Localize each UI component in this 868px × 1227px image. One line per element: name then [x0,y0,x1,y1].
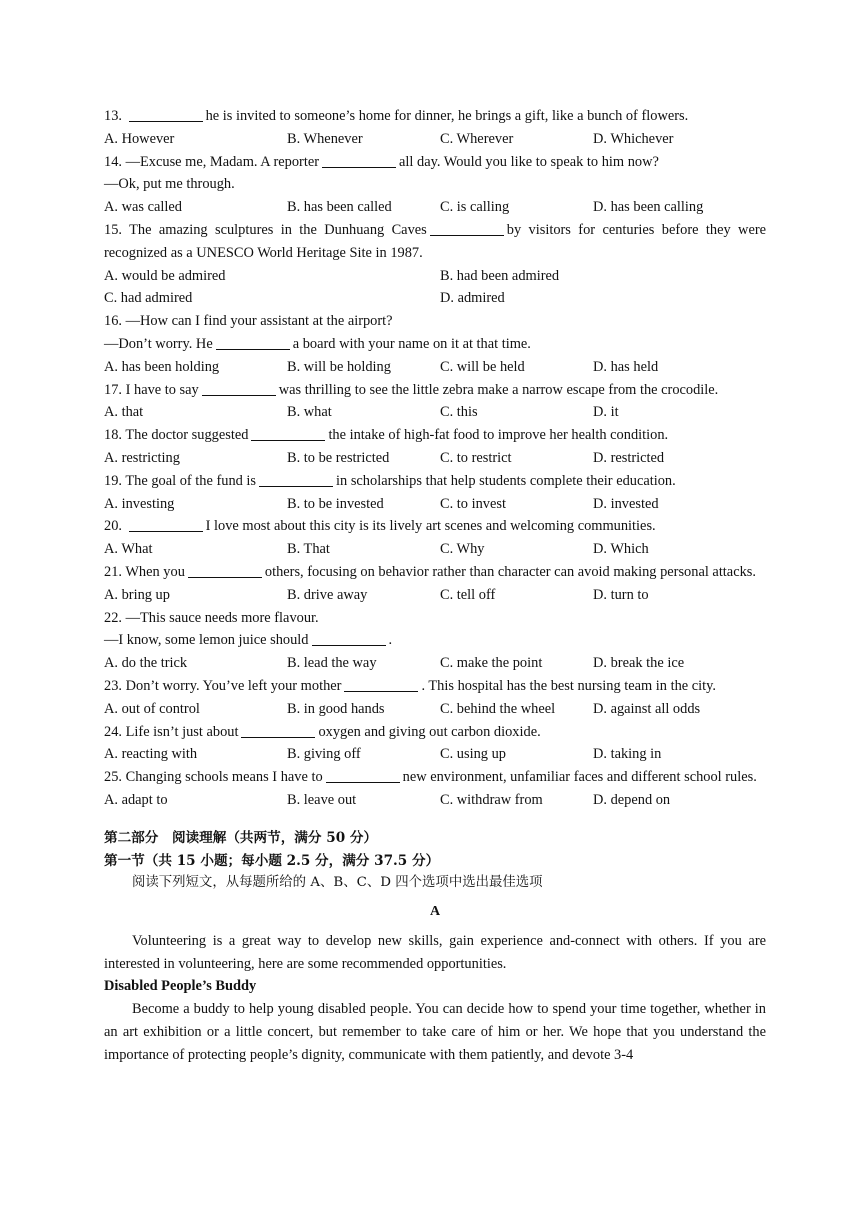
option-d: D. has been calling [593,199,704,216]
option-b: B. in good hands [287,700,385,717]
question-15: 15. The amazing sculptures in the Dunhuang Caves by visitors for centuries before they were recognized as a UNESCO World Heritage Site in 1987. [104,221,767,261]
option-a: A. restricting [104,449,180,466]
question-25: 25. Changing schools means I have to new environment, unfamiliar faces and different school rules. [104,769,757,786]
answer-blank [241,723,315,738]
question-18: 18. The doctor suggested the intake of high-fat food to improve her health condition. [104,427,669,444]
option-c: C. Wherever [440,130,514,147]
question-14-reply: —Ok, put me through. [104,176,235,193]
option-c: C. this [440,404,478,421]
answer-blank [312,631,386,646]
option-b: B. leave out [287,791,357,808]
option-d: D. invested [593,495,659,512]
option-b: B. has been called [287,199,392,216]
answer-blank [216,335,290,350]
option-b: B. will be holding [287,358,391,375]
answer-blank [344,677,418,692]
option-d: D. admired [440,290,505,307]
option-c: C. behind the wheel [440,700,556,717]
options-22 [104,652,766,675]
passage-label: A [429,904,441,920]
option-d: D. break the ice [593,655,685,672]
question-13: 13. he is invited to someone’s home for dinner, he brings a gift, like a bunch of flowers. [104,108,689,124]
question-24: 24. Life isn’t just about oxygen and giving out carbon dioxide. [104,723,541,740]
option-c: C. is calling [440,199,510,216]
option-c: C. using up [440,746,506,763]
option-b: B. had been admired [440,267,560,284]
answer-blank [202,381,276,396]
exam-content [104,105,766,1067]
options-17 [104,401,766,424]
options-21 [104,584,766,607]
reading-instruction: 阅读下列短文，从每题所给的 A、B、C、D 四个选项中选出最佳选项 [132,875,543,891]
option-b: B. drive away [287,586,368,603]
passage-subheading: Disabled People’s Buddy [104,978,257,995]
answer-blank [326,768,400,783]
option-c: C. make the point [440,655,543,672]
part-two-heading: 第二部分 阅读理解（共两节，满分 50 分） [104,829,378,846]
option-a: A. However [104,130,175,147]
options-18 [104,447,766,470]
option-d: D. Whichever [593,130,674,147]
option-b: B. lead the way [287,655,377,672]
options-16 [104,356,766,379]
options-15-row2 [104,287,766,310]
option-a: A. bring up [104,586,170,603]
question-23: 23. Don’t worry. You’ve left your mother . This hospital has the best nursing team in the city. [104,677,717,694]
option-d: D. Which [593,541,649,558]
options-20 [104,538,766,561]
option-b: B. That [287,541,330,558]
option-d: D. restricted [593,449,665,466]
answer-blank [129,107,203,122]
option-a: A. adapt to [104,791,168,808]
answer-blank [322,153,396,168]
option-a: A. What [104,541,153,558]
passage-intro: Volunteering is a great way to develop new skills, gain experience and-connect with others. If you are interested in volunteering, here are some recommended opportunities. [104,932,766,972]
options-24 [104,743,766,766]
question-19: 19. The goal of the fund is in scholarships that help students complete their education. [104,472,676,489]
options-15-row1 [104,265,766,288]
option-a: A. that [104,404,144,421]
question-21: 21. When you others, focusing on behavior rather than character can avoid making personal attacks. [104,563,756,580]
option-c: C. to restrict [440,449,512,466]
option-c: C. tell off [440,586,496,603]
question-14: 14. —Excuse me, Madam. A reporter all day. Would you like to speak to him now? [104,153,659,170]
option-a: A. do the trick [104,655,188,672]
options-14 [104,196,766,219]
option-a: A. investing [104,495,175,512]
question-22-reply: —I know, some lemon juice should . [104,632,393,649]
question-16: 16. —How can I find your assistant at the airport? [104,313,393,330]
option-b: B. to be invested [287,495,384,512]
answer-blank [129,517,203,532]
option-d: D. turn to [593,586,649,603]
option-c: C. will be held [440,358,525,375]
question-17: 17. I have to say was thrilling to see the little zebra make a narrow escape from the crocodile. [104,381,719,398]
passage-body: Become a buddy to help young disabled people. You can decide how to spend your time together, whether in an art exhibition or a little concert, but remember to take care of him or her. We hope that you understand the importance of protecting people’s dignity, communicate with them patiently, and devote 3-4 [104,1001,766,1063]
option-b: B. Whenever [287,130,363,147]
option-a: A. out of control [104,700,200,717]
option-a: A. would be admired [104,267,226,284]
option-c: C. withdraw from [440,791,543,808]
options-25 [104,789,766,812]
question-22: 22. —This sauce needs more flavour. [104,609,319,626]
options-23 [104,698,766,721]
option-a: A. has been holding [104,358,220,375]
option-c: C. Why [440,541,485,558]
option-c: C. had admired [104,290,193,307]
question-20: 20. I love most about this city is its lively art scenes and welcoming communities. [104,518,656,535]
option-c: C. to invest [440,495,506,512]
section-one-heading: 第一节（共 15 小题；每小题 2.5 分，满分 37.5 分） [104,852,440,869]
option-b: B. giving off [287,746,361,763]
options-19 [104,493,766,516]
answer-blank [259,472,333,487]
answer-blank [188,563,262,578]
option-a: A. reacting with [104,746,198,763]
options-13 [104,128,766,151]
answer-blank [251,426,325,441]
answer-blank [430,221,504,236]
option-b: B. what [287,404,332,421]
option-d: D. taking in [593,746,662,763]
option-b: B. to be restricted [287,449,390,466]
option-d: D. depend on [593,791,671,808]
option-d: D. against all odds [593,700,701,717]
option-a: A. was called [104,199,182,216]
question-16-reply: —Don’t worry. He a board with your name on it at that time. [104,335,531,352]
option-d: D. has held [593,358,659,375]
option-d: D. it [593,404,619,421]
